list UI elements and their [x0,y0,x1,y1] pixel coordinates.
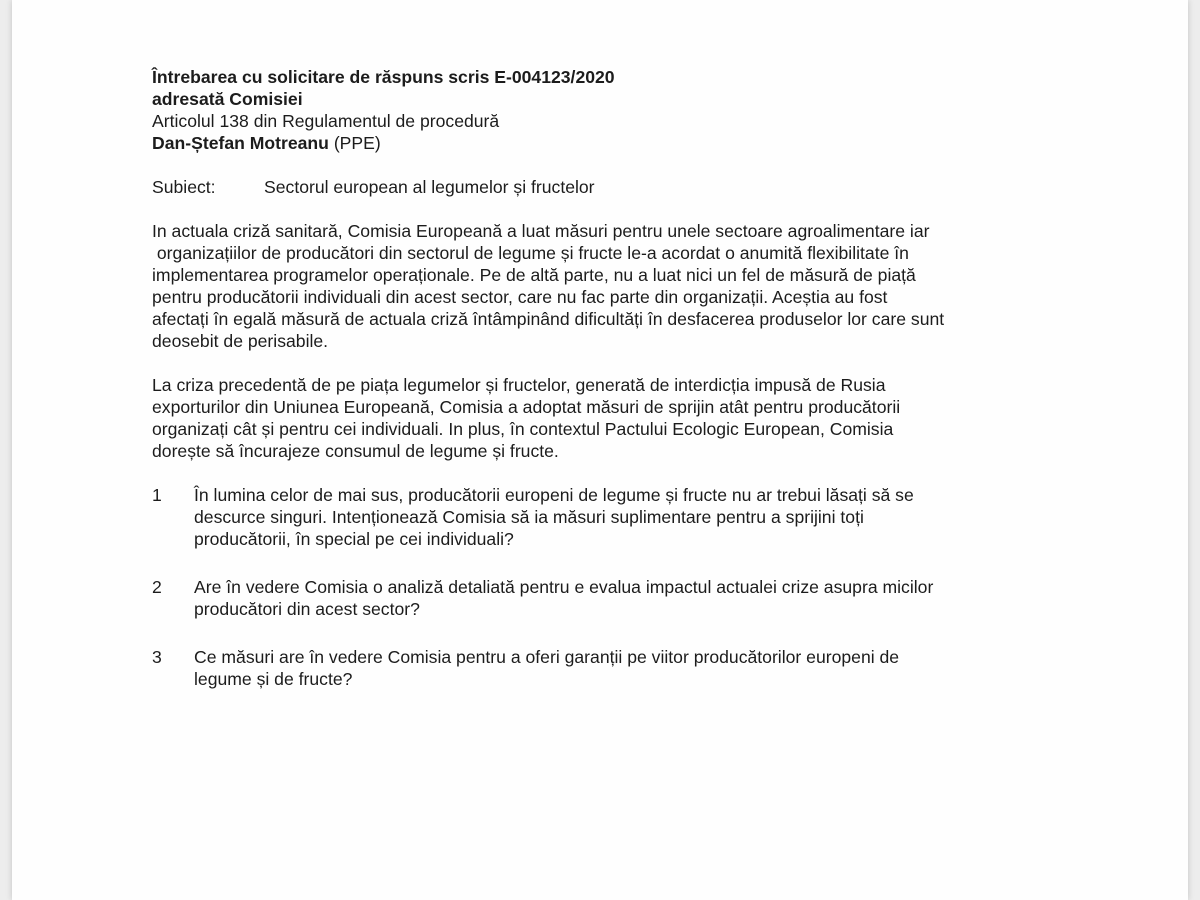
text-line: deosebit de perisabile. [152,331,329,351]
text-line: descurce singuri. Intenționează Comisia să ia măsuri suplimentare pentru a sprijini toți [194,507,864,527]
question-1 [152,484,1072,550]
subject-text: Sectorul european al legumelor și fructelor [264,177,595,197]
text-line: In actuala criză sanitară, Comisia Europeană a luat măsuri pentru unele sectoare agroalimentare iar [152,221,930,241]
question-3 [152,646,1072,690]
text-line: În lumina celor de mai sus, producătorii europeni de legume și fructe nu ar trebui lăsați să se [194,485,914,505]
text-line: producători din acest sector? [194,599,420,619]
procedure-rule: Articolul 138 din Regulamentul de procedură [152,111,500,131]
text-line: pentru producătorii individuali din acest sector, care nu fac parte din organizații. Aceștia au fost [152,287,888,307]
text-line: afectați în egală măsură de actuala criză întâmpinând dificultăți în desfacerea produselor lor care sunt [152,309,945,329]
text-line: producătorii, în special pe cei individuali? [194,529,514,549]
text-line: dorește să încurajeze consumul de legume și fructe. [152,441,559,461]
paragraph-1 [152,220,1072,352]
document-content [152,66,1072,690]
question-number: 3 [152,647,162,667]
author-party: (PPE) [333,133,381,153]
text-line: implementarea programelor operaționale. Pe de altă parte, nu a luat nici un fel de măsură de piață [152,265,916,285]
paragraph-2 [152,374,1072,462]
author-line [152,132,1072,154]
text-line: legume și de fructe? [194,669,353,689]
subject-line [152,176,1072,198]
text-line: Are în vedere Comisia o analiză detaliată pentru e evalua impactul actualei crize asupra micilor [194,577,934,597]
question-number: 2 [152,577,162,597]
author-name: Dan-Ștefan Motreanu [152,133,329,153]
question-2 [152,576,1072,620]
question-text [194,576,933,620]
document-page [12,0,1188,900]
addressee: adresată Comisiei [152,89,303,109]
text-line: Ce măsuri are în vedere Comisia pentru a oferi garanții pe viitor producătorilor europeni de [194,647,900,667]
question-title: Întrebarea cu solicitare de răspuns scris E-004123/2020 [152,67,615,87]
text-line: La criza precedentă de pe piața legumelor și fructelor, generată de interdicția impusă de Rusia [152,375,886,395]
question-number: 1 [152,485,162,505]
question-text [194,484,914,550]
text-line: exporturilor din Uniunea Europeană, Comisia a adoptat măsuri de sprijin atât pentru producătorii [152,397,901,417]
question-text [194,646,899,690]
subject-label: Subiect: [152,177,216,197]
text-line: organizațiilor de producători din sectorul de legume și fructe le-a acordat o anumită flexibilitate în [152,243,909,263]
text-line: organizați cât și pentru cei individuali. In plus, în contextul Pactului Ecologic European, Comisia [152,419,894,439]
